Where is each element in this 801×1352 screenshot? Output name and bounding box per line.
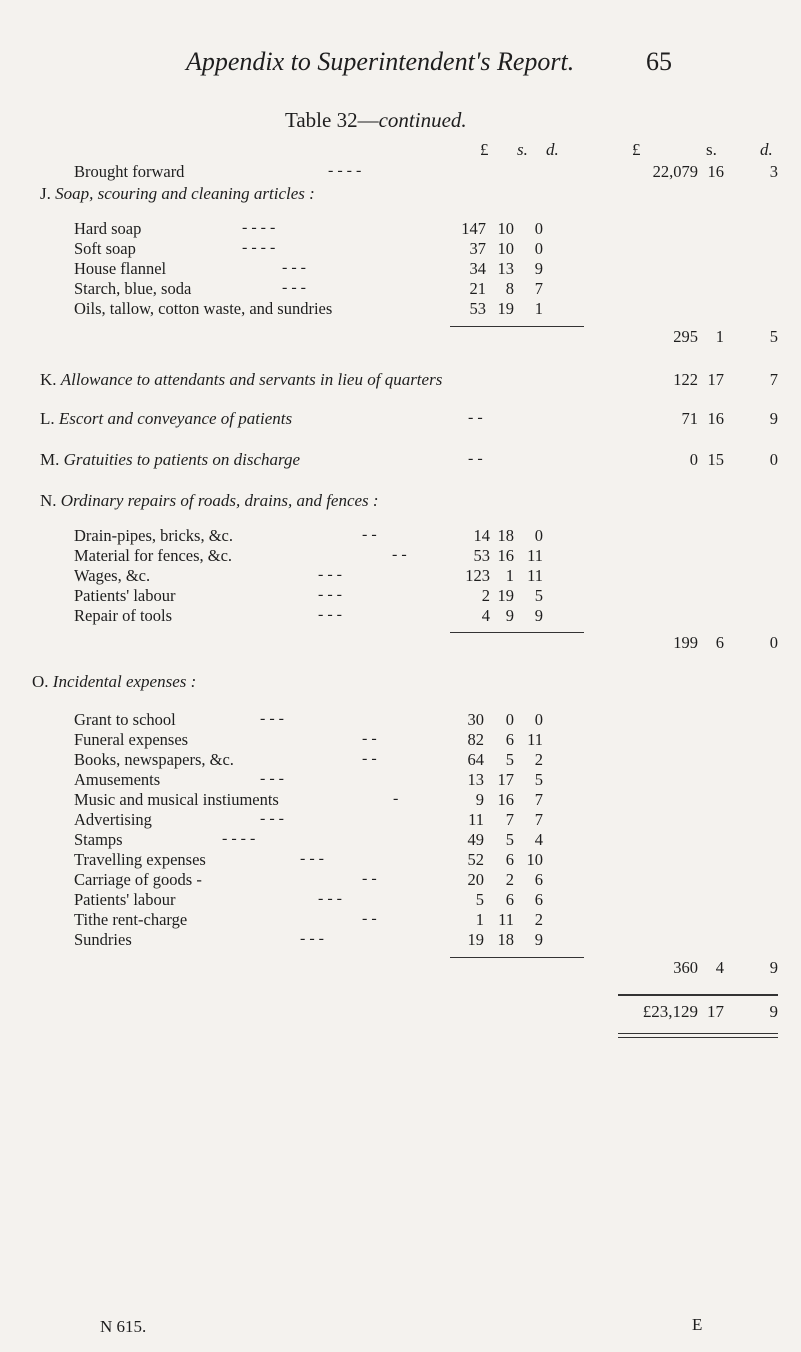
list-item-shillings: 16 (497, 546, 514, 565)
section-o-total-pence: 9 (769, 958, 778, 977)
col-header-outer-shillings: s. (706, 140, 717, 159)
list-item-label: Funeral expenses (74, 730, 189, 749)
list-item-dashes: - - - - (242, 239, 276, 256)
list-item-shillings: 18 (497, 526, 514, 545)
brought-forward-label: Brought forward (74, 162, 185, 181)
list-item-shillings: 7 (505, 810, 514, 829)
section-j-heading (40, 184, 315, 204)
section-l-title: Escort and conveyance of patients (58, 409, 293, 428)
list-item-dashes: - - - - (222, 830, 256, 847)
list-item-pence: 7 (534, 790, 543, 809)
grand-total-rule (618, 994, 778, 996)
list-item-pounds: 19 (467, 930, 484, 949)
table-title-continued: continued. (378, 108, 467, 132)
list-item-label: Material for fences, &c. (74, 546, 233, 565)
list-item-pence: 11 (527, 730, 543, 749)
list-item-dashes: - - - (318, 890, 342, 907)
list-item-pounds: 147 (461, 219, 486, 238)
list-item-pounds: 52 (467, 850, 484, 869)
list-item-dashes: - - (392, 546, 407, 563)
list-item-shillings: 6 (505, 890, 514, 909)
section-k-total-pounds: 122 (673, 370, 698, 389)
table-title (285, 108, 467, 133)
section-k-letter: K. (40, 370, 57, 389)
list-item-pence: 9 (534, 606, 543, 625)
section-m-dashes: - - (468, 450, 483, 467)
list-item-shillings: 9 (505, 606, 514, 625)
list-item-pence: 5 (534, 770, 543, 789)
list-item-dashes: - - - (318, 586, 342, 603)
brought-forward-pounds: 22,079 (652, 162, 698, 181)
list-item-shillings: 19 (497, 586, 514, 605)
list-item-shillings: 5 (505, 750, 514, 769)
list-item-shillings: 1 (505, 566, 514, 585)
list-item-label: Tithe rent-charge (74, 910, 188, 929)
list-item-dashes: - - - (300, 850, 324, 867)
list-item-pence: 7 (534, 279, 543, 298)
col-header-outer-pence: d. (760, 140, 773, 159)
col-header-inner-pence: d. (546, 140, 559, 159)
table-title-main: Table 32— (285, 108, 379, 132)
list-item-pence: 9 (534, 930, 543, 949)
list-item-pounds: 13 (467, 770, 484, 789)
list-item-label: Hard soap (74, 219, 142, 238)
list-item-pounds: 49 (467, 830, 484, 849)
list-item-label: Starch, blue, soda (74, 279, 192, 298)
list-item-shillings: 10 (497, 239, 514, 258)
section-m-heading (40, 450, 300, 470)
section-n-rule (450, 632, 584, 633)
list-item-pence: 11 (527, 566, 543, 585)
list-item-label: Music and musical instiuments (74, 790, 279, 809)
list-item-dashes: - - - (282, 279, 306, 296)
section-j-title: Soap, scouring and cleaning articles : (55, 184, 315, 203)
section-m-total-pence: 0 (769, 450, 778, 469)
footer-mark: E (692, 1315, 703, 1334)
list-item-label: House flannel (74, 259, 167, 278)
list-item-pence: 6 (534, 870, 543, 889)
grand-total-double-rule-1 (618, 1033, 778, 1034)
list-item-label: Soft soap (74, 239, 136, 258)
list-item-pence: 0 (534, 710, 543, 729)
list-item-shillings: 10 (497, 219, 514, 238)
section-n-heading (40, 491, 379, 511)
list-item-pounds: 2 (481, 586, 490, 605)
list-item-shillings: 17 (497, 770, 514, 789)
section-l-heading (40, 409, 292, 429)
list-item-pounds: 14 (473, 526, 490, 545)
section-m-title: Gratuities to patients on discharge (63, 450, 301, 469)
list-item-dashes: - - - (260, 710, 284, 727)
list-item-pounds: 9 (475, 790, 484, 809)
list-item-label: Patients' labour (74, 890, 176, 909)
list-item-label: Grant to school (74, 710, 176, 729)
section-j-rule (450, 326, 584, 327)
section-k-total-shillings: 17 (707, 370, 724, 389)
section-n-total-pounds: 199 (673, 633, 698, 652)
list-item-label: Advertising (74, 810, 152, 829)
list-item-pounds: 123 (465, 566, 490, 585)
list-item-pounds: 34 (469, 259, 486, 278)
list-item-dashes: - (393, 790, 399, 807)
section-o-total-shillings: 4 (715, 958, 724, 977)
list-item-dashes: - - - (282, 259, 306, 276)
list-item-pence: 5 (534, 586, 543, 605)
list-item-dashes: - - - (318, 606, 342, 623)
list-item-pounds: 53 (473, 546, 490, 565)
list-item-pounds: 11 (468, 810, 484, 829)
list-item-pence: 1 (534, 299, 543, 318)
list-item-pence: 2 (534, 910, 543, 929)
list-item-shillings: 6 (505, 730, 514, 749)
list-item-pounds: 53 (469, 299, 486, 318)
section-k-total-pence: 7 (769, 370, 778, 389)
list-item-pounds: 21 (469, 279, 486, 298)
list-item-shillings: 8 (505, 279, 514, 298)
list-item-pence: 11 (527, 546, 543, 565)
list-item-pounds: 1 (475, 910, 484, 929)
page-number: 65 (646, 47, 672, 76)
list-item-label: Travelling expenses (74, 850, 206, 869)
list-item-shillings: 16 (497, 790, 514, 809)
section-j-total-pence: 5 (769, 327, 778, 346)
list-item-label: Amusements (74, 770, 161, 789)
grand-total-double-rule-2 (618, 1037, 778, 1038)
footer-signature: N 615. (100, 1317, 147, 1336)
section-k-heading (40, 370, 442, 390)
list-item-label: Patients' labour (74, 586, 176, 605)
list-item-pounds: 82 (467, 730, 484, 749)
section-j-letter: J. (40, 184, 51, 203)
section-l-total-shillings: 16 (707, 409, 724, 428)
section-n-total-shillings: 6 (715, 633, 724, 652)
section-l-total-pounds: 71 (681, 409, 698, 428)
list-item-dashes: - - (362, 910, 377, 927)
section-m-letter: M. (40, 450, 60, 469)
list-item-pounds: 64 (467, 750, 484, 769)
list-item-pence: 2 (534, 750, 543, 769)
section-o-title: Incidental expenses : (52, 672, 197, 691)
list-item-shillings: 11 (498, 910, 514, 929)
list-item-pence: 4 (534, 830, 543, 849)
list-item-pounds: 5 (475, 890, 484, 909)
list-item-pence: 10 (526, 850, 543, 869)
list-item-dashes: - - (362, 526, 377, 543)
list-item-pence: 0 (534, 239, 543, 258)
list-item-pounds: 4 (481, 606, 490, 625)
list-item-shillings: 19 (497, 299, 514, 318)
list-item-shillings: 2 (505, 870, 514, 889)
col-header-inner-pounds: £ (480, 140, 489, 159)
list-item-shillings: 18 (497, 930, 514, 949)
section-l-total-pence: 9 (769, 409, 778, 428)
list-item-label: Repair of tools (74, 606, 173, 625)
list-item-pence: 0 (534, 526, 543, 545)
list-item-label: Stamps (74, 830, 123, 849)
grand-total-pence: 9 (769, 1002, 778, 1021)
list-item-pence: 0 (534, 219, 543, 238)
list-item-label: Wages, &c. (74, 566, 151, 585)
col-header-outer-pounds: £ (632, 140, 641, 159)
section-n-letter: N. (40, 491, 57, 510)
section-j-total-shillings: 1 (715, 327, 724, 346)
list-item-shillings: 0 (505, 710, 514, 729)
list-item-dashes: - - - (318, 566, 342, 583)
section-n-title: Ordinary repairs of roads, drains, and fences : (60, 491, 379, 510)
list-item-shillings: 13 (497, 259, 514, 278)
list-item-label: Sundries (74, 930, 132, 949)
brought-forward-pence: 3 (769, 162, 778, 181)
list-item-dashes: - - (362, 750, 377, 767)
list-item-dashes: - - - (300, 930, 324, 947)
list-item-pounds: 30 (467, 710, 484, 729)
list-item-pounds: 20 (467, 870, 484, 889)
section-m-total-shillings: 15 (707, 450, 724, 469)
list-item-dashes: - - (362, 730, 377, 747)
col-header-inner-shillings: s. (517, 140, 528, 159)
list-item-shillings: 6 (505, 850, 514, 869)
list-item-dashes: - - - - (242, 219, 276, 236)
list-item-label: Oils, tallow, cotton waste, and sundries (74, 299, 333, 318)
section-j-total-pounds: 295 (673, 327, 698, 346)
section-m-total-pounds: 0 (689, 450, 698, 469)
grand-total-pounds: £23,129 (642, 1002, 698, 1021)
section-o-heading (32, 672, 196, 692)
section-k-title: Allowance to attendants and servants in lieu of quarters (60, 370, 443, 389)
brought-forward-dashes: - - - - (328, 162, 362, 179)
running-header-title: Appendix to Superintendent's Report. (186, 47, 575, 76)
list-item-pence: 7 (534, 810, 543, 829)
section-o-letter: O. (32, 672, 49, 691)
brought-forward-shillings: 16 (707, 162, 724, 181)
list-item-dashes: - - - (260, 810, 284, 827)
list-item-pence: 6 (534, 890, 543, 909)
section-l-letter: L. (40, 409, 55, 428)
list-item-label: Books, newspapers, &c. (74, 750, 234, 769)
section-l-dashes: - - (468, 409, 483, 426)
list-item-label: Drain-pipes, bricks, &c. (74, 526, 233, 545)
list-item-label: Carriage of goods - (74, 870, 202, 889)
list-item-dashes: - - - (260, 770, 284, 787)
section-o-total-pounds: 360 (673, 958, 698, 977)
running-header (186, 47, 672, 77)
list-item-dashes: - - (362, 870, 377, 887)
section-o-rule (450, 957, 584, 958)
list-item-shillings: 5 (505, 830, 514, 849)
grand-total-shillings: 17 (707, 1002, 724, 1021)
list-item-pounds: 37 (469, 239, 486, 258)
list-item-pence: 9 (534, 259, 543, 278)
section-n-total-pence: 0 (769, 633, 778, 652)
